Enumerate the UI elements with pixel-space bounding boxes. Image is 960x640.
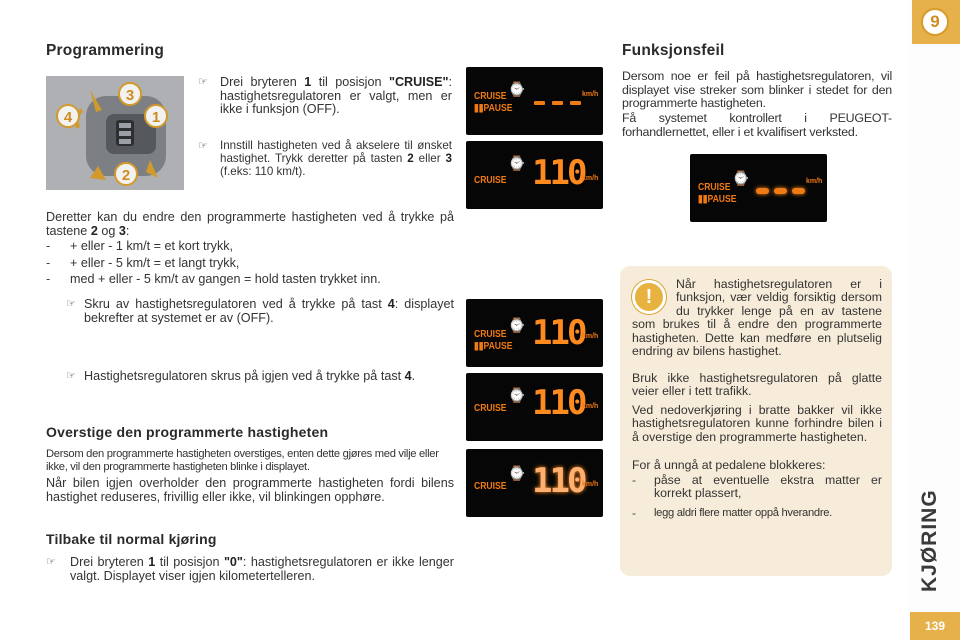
cruise-lever-illustration <box>46 76 184 190</box>
unit-label: km/h <box>806 178 823 185</box>
unit-label: km/h <box>582 91 599 98</box>
page-number-tab <box>910 612 960 640</box>
section-title-overstige: Overstige den programmerte hastigheten <box>46 424 329 440</box>
list-item: - påse at eventuelle ekstra matter er korrekt plassert, <box>632 473 882 501</box>
speedometer-icon: ⌚ <box>508 465 526 481</box>
list-item: - med + eller - 5 km/t av gangen = hold tasten trykket inn. <box>46 272 381 287</box>
speed-value: 110 <box>532 383 585 423</box>
warning-paragraph-3: Ved nedoverkjøring i bratte bakker vil ikke hastighetsregulatoren kunne forhindre bilen i å overstige den programmerte hastigheten. <box>632 403 882 444</box>
speedometer-icon: ⌚ <box>508 81 526 97</box>
pause-label: ▮▮PAUSE <box>474 102 513 114</box>
cruise-label: CRUISE <box>698 181 731 193</box>
cruise-label: CRUISE <box>474 174 507 186</box>
section-title-programmering: Programmering <box>46 42 165 59</box>
unit-label: km/h <box>582 481 599 488</box>
page-number: 139 <box>924 619 946 633</box>
display-cruise-blinking <box>466 449 603 517</box>
pause-label: ▮▮PAUSE <box>698 193 737 205</box>
pointing-hand-icon: ☞ <box>66 370 76 382</box>
display-fault-dashes <box>690 154 827 222</box>
cruise-label: CRUISE <box>474 402 507 414</box>
bullet-turn-zero: ☞ Drei bryteren 1 til posisjon "0": hastighetsregulatoren er ikke lenger valgt. Displayet viser igjen kilometertelleren. <box>46 555 454 583</box>
section-title-normal: Tilbake til normal kjøring <box>46 531 217 547</box>
display-cruise-110 <box>466 141 603 209</box>
bullet-set-speed: ☞ Innstill hastigheten ved å akselere til ønsket hastighet. Trykk deretter på tasten 2 eller 3 (f.eks: 110 km/t). <box>198 139 452 178</box>
warning-paragraph-4: For å unngå at pedalene blokkeres: <box>632 458 826 472</box>
display-cruise-pause-110 <box>466 299 603 367</box>
speed-adjust-list <box>46 240 456 287</box>
cruise-label: CRUISE <box>474 480 507 492</box>
unit-label: km/h <box>582 333 599 340</box>
paragraph-check: Få systemet kontrollert i PEUGEOT-forhandlernettet, eller i et kvalifisert verksted. <box>622 111 892 139</box>
paragraph-overstige-small: Dersom den programmerte hastigheten overstiges, enten dette gjøres med vilje eller ikke, vil den programmerte hastigheten blinke i displayet. <box>46 448 439 473</box>
display-cruise-110-on <box>466 373 603 441</box>
exclamation-icon: ! <box>632 280 666 314</box>
speed-value-blinking: 110 <box>532 461 585 501</box>
unit-label: km/h <box>582 175 599 182</box>
chapter-side-text: KJØRING <box>918 489 941 592</box>
speedometer-icon: ⌚ <box>508 317 526 333</box>
pointing-hand-icon: ☞ <box>198 140 208 152</box>
pause-icon: ▮▮ <box>474 340 484 352</box>
list-item: - legg aldri flere matter oppå hverandre. <box>632 505 832 520</box>
pause-icon: ▮▮ <box>474 102 484 114</box>
pointing-hand-icon: ☞ <box>66 298 76 310</box>
bullet-turn-cruise: ☞ Drei bryteren 1 til posisjon "CRUISE": hastighetsregulatoren er valgt, men er ikke i funksjon (OFF). <box>198 75 452 117</box>
lever-number-4: 4 <box>63 109 73 126</box>
warning-paragraph-2: Bruk ikke hastighetsregulatoren på glatte veier eller i tett trafikk. <box>632 371 882 399</box>
chapter-number: 9 <box>930 12 940 31</box>
display-cruise-pause-dashes <box>466 67 603 135</box>
lever-number-3: 3 <box>125 87 135 104</box>
lever-number-1: 1 <box>151 109 161 126</box>
chapter-badge <box>912 0 960 44</box>
bullet-turn-on: ☞ Hastighetsregulatoren skrus på igjen ved å trykke på tast 4. <box>66 369 416 383</box>
paragraph-modify-speed: Deretter kan du endre den programmerte hastigheten ved å trykke på tastene 2 og 3: <box>46 210 454 238</box>
pointing-hand-icon: ☞ <box>198 76 208 88</box>
list-item: - + eller - 1 km/t = et kort trykk, <box>46 239 234 253</box>
cruise-label: CRUISE <box>474 328 507 340</box>
warning-list <box>632 474 882 520</box>
pause-label: ▮▮PAUSE <box>474 340 513 352</box>
speed-value: 110 <box>532 313 585 353</box>
chapter-sidebar <box>908 0 960 640</box>
unit-label: km/h <box>582 403 599 410</box>
bullet-turn-off: ☞ Skru av hastighetsregulatoren ved å trykke på tast 4: displayet bekrefter at systemet er av (OFF). <box>66 297 454 325</box>
lever-drawing <box>46 76 184 190</box>
speed-value: 110 <box>532 153 585 193</box>
speedometer-icon: ⌚ <box>508 387 526 403</box>
list-item: - + eller - 5 km/t = et langt trykk, <box>46 255 240 270</box>
pause-icon: ▮▮ <box>698 193 708 205</box>
speedometer-icon: ⌚ <box>508 155 526 171</box>
lever-number-2: 2 <box>121 167 131 184</box>
paragraph-overstige: Når bilen igjen overholder den programmerte hastigheten fordi bilens hastighet reduseres, frivillig eller ikke, vil blinkingen opphøre. <box>46 476 454 504</box>
pointing-hand-icon: ☞ <box>46 556 56 568</box>
cruise-label: CRUISE <box>474 90 507 102</box>
speedometer-icon: ⌚ <box>732 170 750 186</box>
paragraph-fault: Dersom noe er feil på hastighetsregulatoren, vil displayet vise streker som blinker i stedet for den programmerte hastigheten. <box>622 69 892 111</box>
warning-paragraph-1: Når hastighetsregulatoren er i funksjon, vær veldig forsiktig dersom du trykker lenge på en av tastene som brukes til å endre den programmerte hastigheten. Dette kan medføre en plutselig endring av bilens hastighet. <box>632 277 882 359</box>
section-title-funksjonsfeil: Funksjonsfeil <box>622 42 725 59</box>
